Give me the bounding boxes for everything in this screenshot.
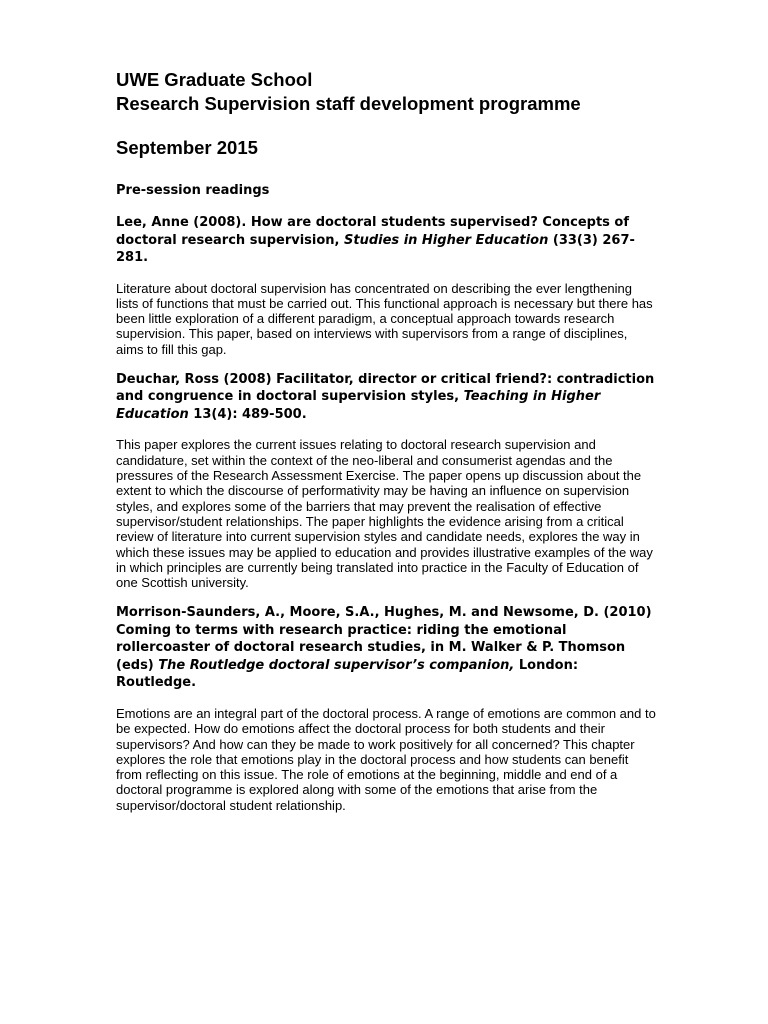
reference-source: The Routledge doctoral supervisor’s companion, bbox=[158, 657, 515, 673]
header-subtitle: Research Supervision staff development programme bbox=[116, 93, 581, 114]
document-page bbox=[116, 68, 656, 813]
reference-source: Studies in Higher Education bbox=[344, 232, 549, 248]
reference-text: Deuchar, Ross (2008) Facilitator, director or critical friend?: contradiction and congruence in doctoral supervision styles, bbox=[116, 371, 655, 405]
reading-abstract: This paper explores the current issues relating to doctoral research supervision and candidature, set within the context of the neo-liberal and consumerist agendas and the pressures of the Research Assessment Exercise. The paper opens up discussion about the extent to which the discourse of performativity may be having an influence on supervision styles, and explores some of the barriers that may prevent the realisation of effective supervisor/student relationships. The paper highlights the evidence arising from a critical review of literature into current supervision styles and candidate needs, explores the way in which these issues may be applied to education and provides illustrative examples of the way in which principles are currently being translated into practice in the Faculty of Education of one Scottish university. bbox=[116, 437, 653, 591]
reference-details: London: Routledge. bbox=[116, 657, 579, 691]
reference-text: Lee, Anne (2008). How are doctoral students supervised? Concepts of doctoral research supervision, bbox=[116, 215, 630, 248]
reading-abstract: Emotions are an integral part of the doctoral process. A range of emotions are common and to be expected. How do emotions affect the doctoral process for both students and their supervisors? And how can they be made to work positively for all concerned? This chapter explores the role that emotions play in the doctoral process and how students can benefit from reflecting on this issue. The role of emotions at the beginning, middle and end of a doctoral programme is explored along with some of the emotions that arise from the supervisor/doctoral student relationship. bbox=[116, 705, 656, 813]
reading-reference bbox=[116, 371, 656, 424]
reference-source: Teaching in Higher Education bbox=[116, 389, 601, 422]
reference-details: 13(4): 489-500. bbox=[188, 406, 307, 422]
reading-reference bbox=[116, 214, 656, 267]
reading-abstract: Literature about doctoral supervision has concentrated on describing the ever lengthening lists of functions that must be carried out. This functional approach is necessary but there has been little exploration of a different paradigm, a conceptual approach towards research supervision. This paper, based on interviews with supervisors from a range of disciplines, aims to fill this gap. bbox=[116, 280, 653, 357]
header-date: September 2015 bbox=[116, 137, 258, 158]
reference-text: Morrison-Saunders, A., Moore, S.A., Hughes, M. and Newsome, D. (2010) Coming to terms with research practice: riding the emotional rollercoaster of doctoral research studies, in M. Walker & P. Thomson (eds) bbox=[116, 605, 652, 673]
reading-reference bbox=[116, 604, 656, 692]
section-title: Pre-session readings bbox=[116, 183, 270, 198]
header-title: UWE Graduate School bbox=[116, 69, 313, 90]
reference-details: (33(3) 267-281. bbox=[116, 232, 635, 265]
